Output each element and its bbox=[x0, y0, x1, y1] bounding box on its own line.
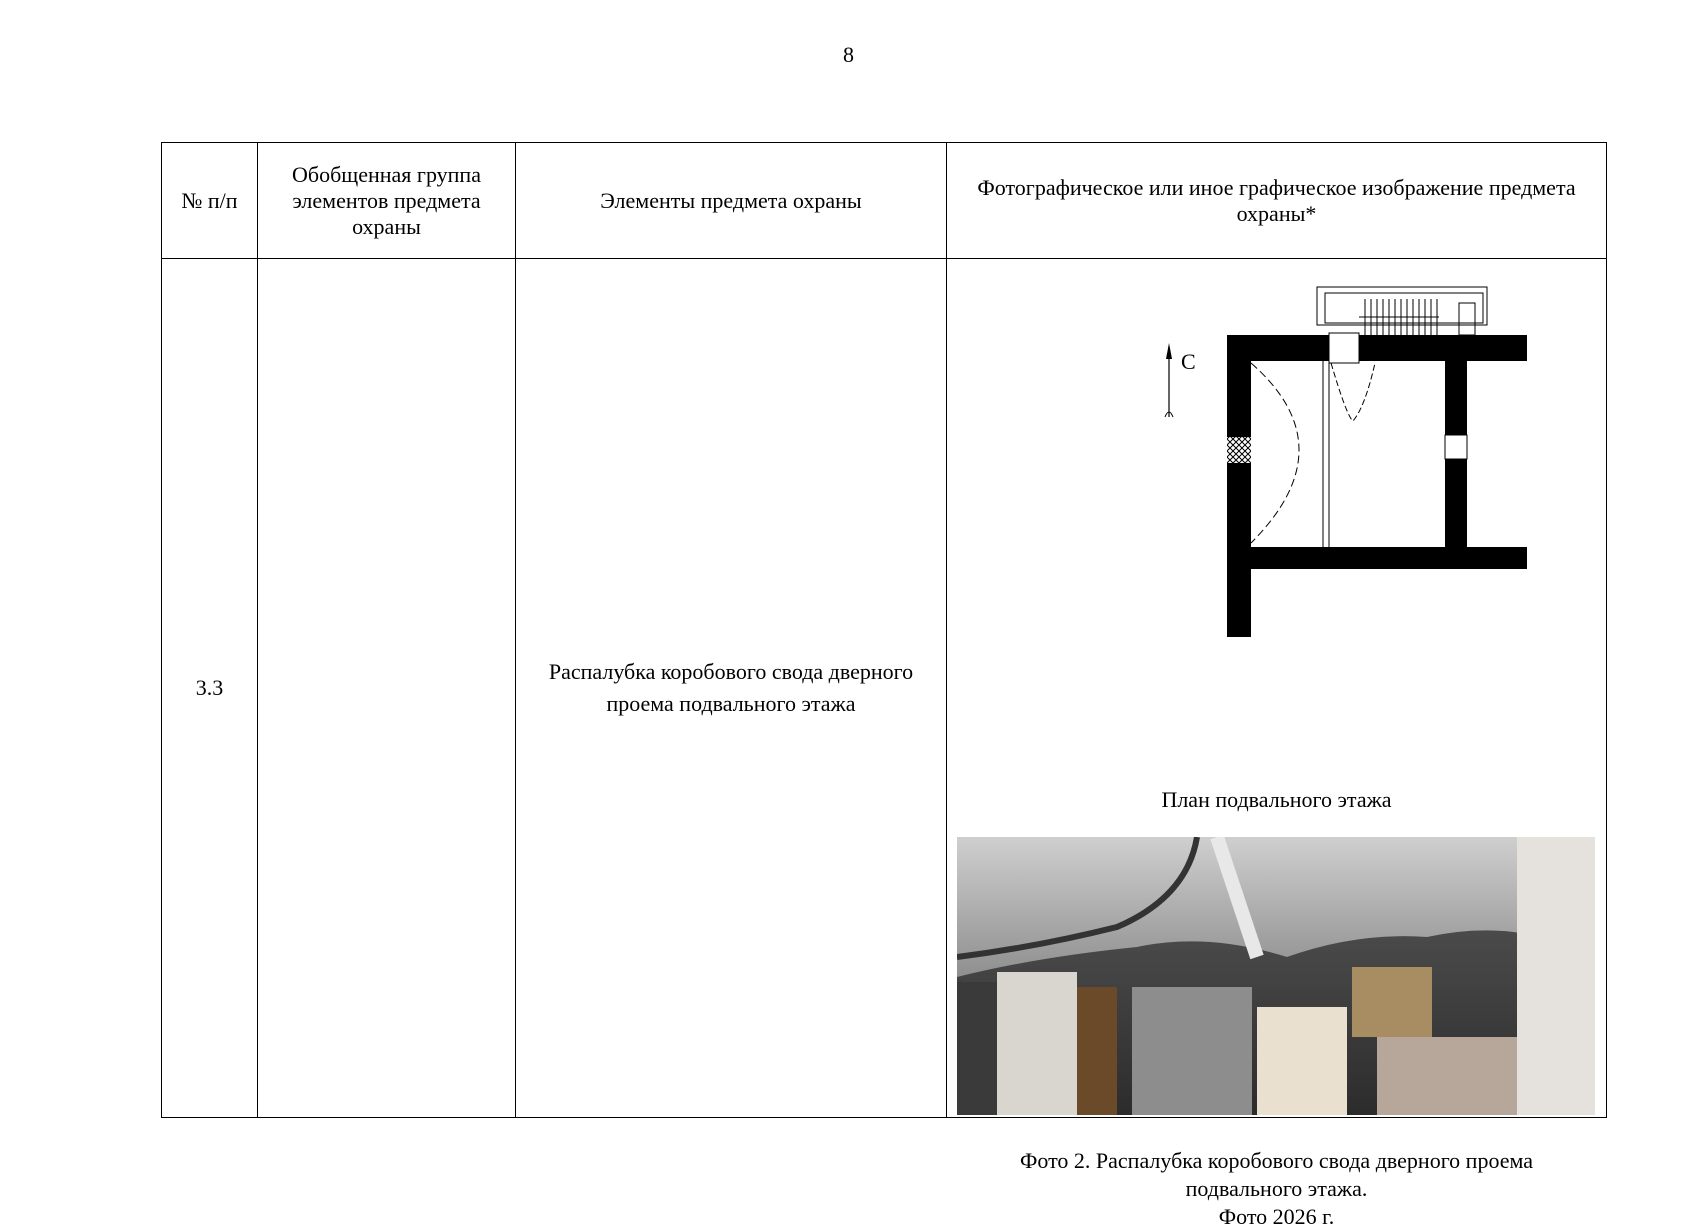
plan-caption: План подвального этажа bbox=[1161, 787, 1392, 812]
row-number: 3.3 bbox=[162, 259, 258, 1118]
table-row bbox=[162, 259, 1607, 1118]
page-number: 8 bbox=[843, 42, 854, 67]
header-image: Фотографическое или иное графическое изображение предмета охраны* bbox=[947, 143, 1607, 259]
photo-caption bbox=[947, 1147, 1606, 1231]
basement-photo bbox=[957, 837, 1595, 1115]
basement-floor-plan bbox=[1047, 277, 1527, 637]
row-group bbox=[258, 259, 516, 1118]
photo-caption-line: Фото 2026 г. bbox=[1218, 1204, 1335, 1229]
walls bbox=[1227, 335, 1527, 637]
table-header-row bbox=[162, 143, 1607, 259]
staircase bbox=[1317, 287, 1487, 335]
header-group: Обобщенная группа элементов предмета охраны bbox=[258, 143, 516, 259]
header-elements: Элементы предмета охраны bbox=[516, 143, 947, 259]
row-elements: Распалубка коробового свода дверного проема подвального этажа bbox=[516, 259, 947, 1118]
north-label: С bbox=[1181, 349, 1196, 374]
photo-caption-line: Фото 2. Распалубка коробового свода дверного проема bbox=[1019, 1148, 1534, 1173]
row-image-cell bbox=[947, 259, 1607, 1229]
protection-table bbox=[161, 142, 1607, 1229]
photo-caption-line: подвального этажа. bbox=[1185, 1176, 1368, 1201]
header-number: № п/п bbox=[162, 143, 258, 259]
north-arrow-icon bbox=[1165, 343, 1173, 417]
